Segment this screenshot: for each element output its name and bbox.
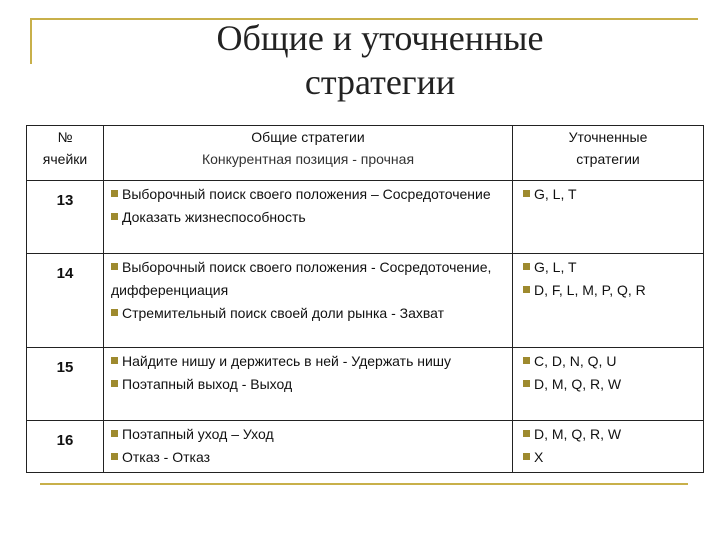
strategies-table [26,125,704,473]
bullet-square-icon [523,357,530,364]
header-general-subtitle: Конкурентная позиция - прочная [201,151,415,167]
list-item [111,256,506,302]
header-number-label: ячейки [42,151,88,167]
cell-refined [513,181,704,254]
header-number-symbol: № [57,129,73,145]
list-item [111,183,506,206]
title-line-1: Общие и уточненные [216,18,544,58]
item-text: Отказ - Отказ [122,449,211,465]
cell-general [104,181,513,254]
cell-number: 15 [27,348,104,421]
list-item [111,423,506,446]
item-text: X [534,449,544,465]
item-text: D, F, L, M, P, Q, R [534,282,646,298]
item-text: Выборочный поиск своего положения - Сосредоточение, дифференциация [111,259,492,298]
header-cell-refined [513,126,704,181]
bullet-square-icon [111,190,118,197]
list-item [523,373,697,396]
list-item [111,350,506,373]
slide-title [100,16,660,104]
table-row [27,421,704,473]
bullet-square-icon [523,453,530,460]
list-item [523,423,697,446]
header-cell-general [104,126,513,181]
bullet-square-icon [111,430,118,437]
bullet-square-icon [111,309,118,316]
bullet-square-icon [523,263,530,270]
table-header-row [27,126,704,181]
header-cell-number [27,126,104,181]
item-text: D, M, Q, R, W [534,426,622,442]
list-item [111,446,506,469]
header-refined-line-1: Уточненные [568,129,648,145]
decorative-bottom-line [40,483,688,485]
item-text: Стремительный поиск своей доли рынка - Захват [122,305,445,321]
bullet-square-icon [523,286,530,293]
bullet-square-icon [111,213,118,220]
bullet-square-icon [523,430,530,437]
list-item [523,183,697,206]
bullet-square-icon [523,190,530,197]
header-general-title: Общие стратегии [251,129,365,145]
list-item [111,206,506,229]
list-item [111,373,506,396]
cell-number: 13 [27,181,104,254]
list-item [523,279,697,302]
bullet-square-icon [111,263,118,270]
item-text: D, M, Q, R, W [534,376,622,392]
bullet-square-icon [523,380,530,387]
cell-number: 16 [27,421,104,473]
title-line-2: стратегии [304,62,456,102]
bullet-square-icon [111,453,118,460]
bullet-square-icon [111,380,118,387]
cell-general [104,348,513,421]
table-row [27,181,704,254]
table-row [27,348,704,421]
decorative-left-line [30,18,32,64]
item-text: Найдите нишу и держитесь в ней - Удержать нишу [122,353,452,369]
list-item [523,350,697,373]
item-text: Выборочный поиск своего положения – Сосредоточение [122,186,491,202]
cell-general [104,254,513,348]
bullet-square-icon [111,357,118,364]
list-item [523,446,697,469]
item-text: Поэтапный уход – Уход [122,426,274,442]
cell-general [104,421,513,473]
cell-refined [513,348,704,421]
item-text: G, L, T [534,259,577,275]
header-refined-line-2: стратегии [576,151,640,167]
item-text: C, D, N, Q, U [534,353,617,369]
list-item [523,256,697,279]
list-item [111,302,506,325]
cell-refined [513,421,704,473]
cell-number: 14 [27,254,104,348]
table-row [27,254,704,348]
item-text: Доказать жизнеспособность [122,209,306,225]
item-text: Поэтапный выход - Выход [122,376,293,392]
cell-refined [513,254,704,348]
item-text: G, L, T [534,186,577,202]
